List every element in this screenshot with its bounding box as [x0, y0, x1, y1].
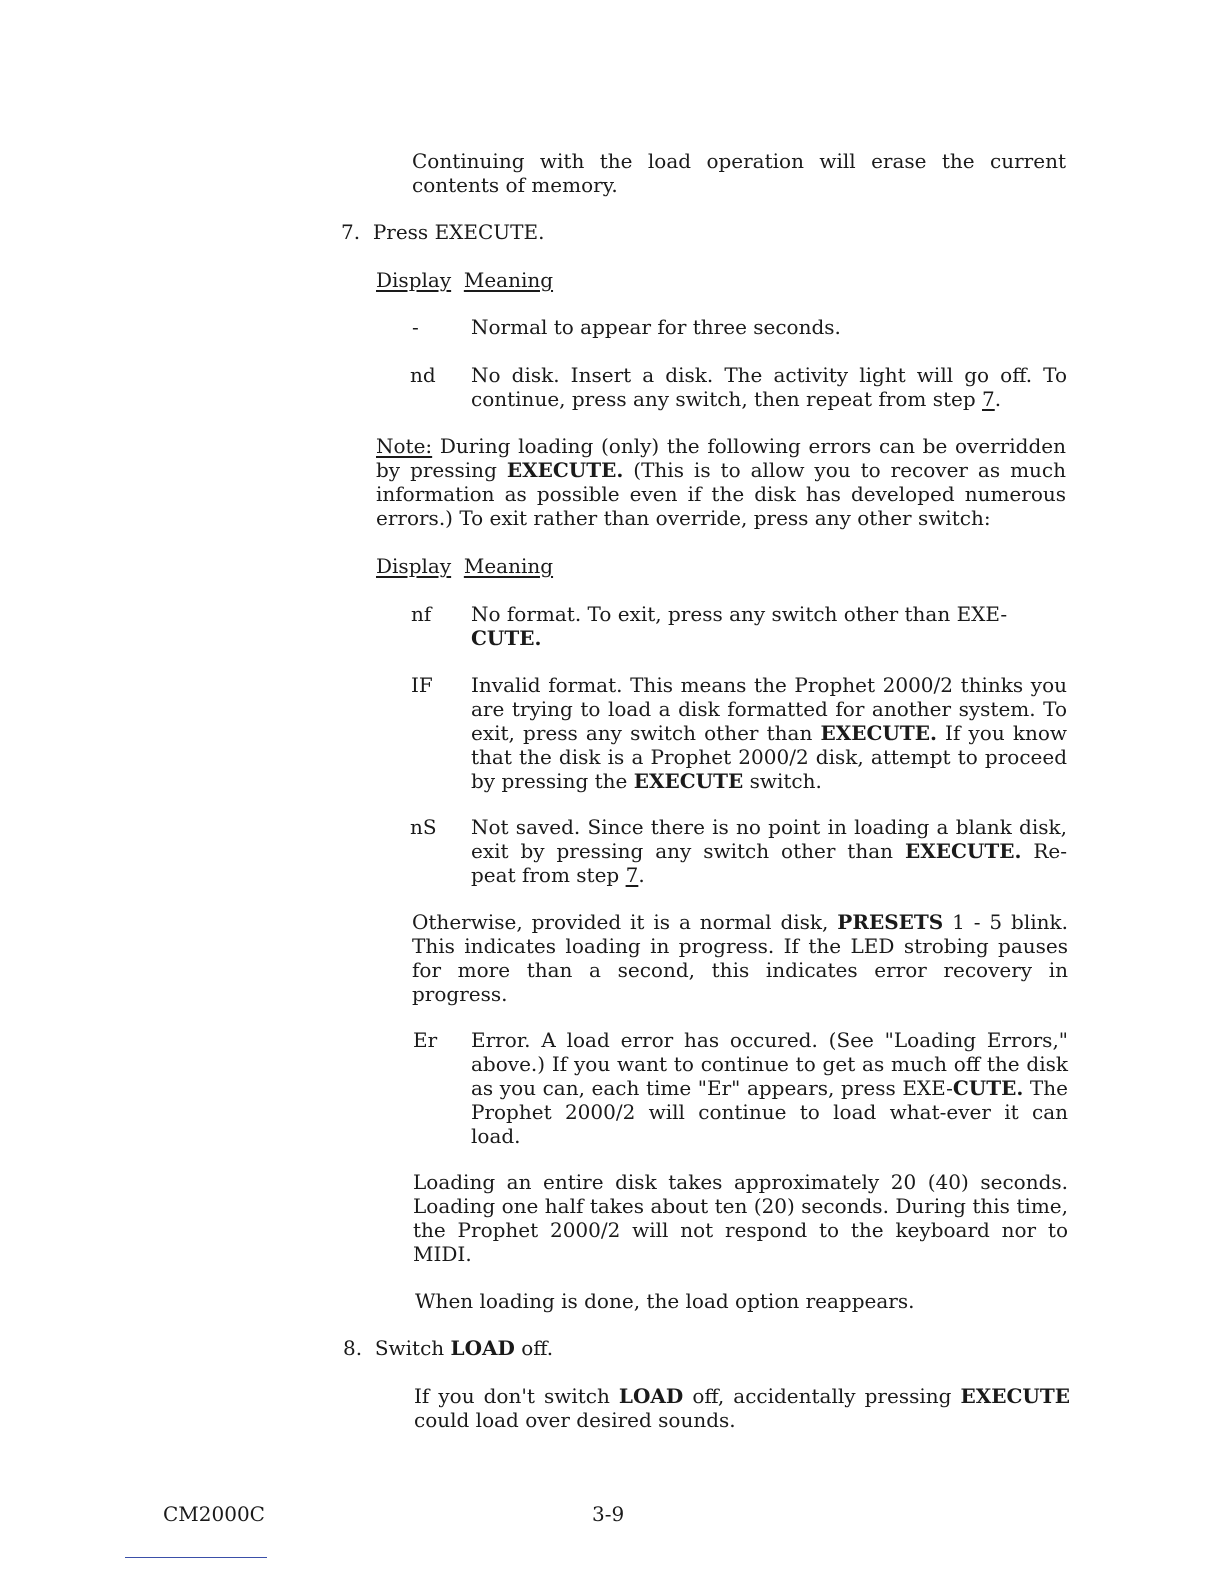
table-header: [376, 554, 676, 578]
step-text-command: EXECUTE.: [434, 220, 545, 244]
column-header-display: Display: [376, 554, 452, 578]
table-header: [376, 268, 676, 292]
display-code: nf: [411, 602, 432, 626]
note-command: EXECUTE.: [506, 458, 624, 482]
table-row: [0, 602, 1224, 650]
display-code: Er: [413, 1028, 438, 1052]
step-text: Press: [372, 220, 435, 244]
step-reference: 7: [982, 387, 995, 411]
document-id: CM2000C: [163, 1502, 265, 1526]
display-code: nS: [410, 815, 437, 839]
table-row: [0, 315, 1224, 339]
continue-paragraph: Continuing with the load operation will erase the current contents of memory.: [412, 149, 1066, 197]
table-row: [0, 673, 1224, 793]
table-row: [0, 363, 1224, 411]
step-8: 8. Switch LOAD off.: [343, 1336, 554, 1360]
otherwise-paragraph: Otherwise, provided it is a normal disk, PRESETS 1 - 5 blink. This indicates loading in progress. If the LED strobing pauses for more than a second, this indicates error recovery in progress.: [412, 910, 1069, 1006]
step-reference: 7: [625, 863, 639, 887]
column-header-meaning: Meaning: [463, 268, 554, 292]
display-code: IF: [411, 673, 433, 697]
column-header-meaning: Meaning: [463, 554, 554, 578]
load-label: LOAD: [450, 1336, 515, 1360]
loading-done-paragraph: When loading is done, the load option reappears.: [415, 1289, 915, 1313]
page-number: 3-9: [592, 1502, 625, 1526]
note-paragraph: Note: During loading (only) the following errors can be overridden by pressing EXECUTE. (This is to allow you to recover as much information as possible even if the disk has developed numerous errors.) To exit rather than override, press any other switch:: [376, 434, 1067, 530]
loading-time-paragraph: Loading an entire disk takes approximately 20 (40) seconds. Loading one half takes about ten (20) seconds. During this time, the Prophet 2000/2 will not respond to the keyboard nor to MIDI.: [413, 1170, 1068, 1266]
display-code: -: [412, 315, 419, 339]
meaning-text: No disk. Insert a disk. The activity light will go off. To continue, press any switch, then repeat from step 7.: [471, 363, 1067, 411]
meaning-text: No format. To exit, press any switch other than EXE- CUTE.: [471, 602, 1008, 650]
step-7: [341, 220, 1041, 244]
presets-label: PRESETS: [837, 910, 944, 934]
table-row: [0, 815, 1224, 887]
column-header-display: Display: [376, 268, 452, 292]
dont-switch-paragraph: If you don't switch LOAD off, accidentally pressing EXECUTE could load over desired sounds.: [414, 1384, 1070, 1432]
step-number: 8.: [343, 1336, 363, 1360]
footer-rule: [125, 1557, 267, 1558]
note-label: Note:: [376, 434, 433, 458]
meaning-text: Invalid format. This means the Prophet 2000/2 thinks you are trying to load a disk formatted for another system. To exit, press any switch other than EXECUTE. If you know that the disk is a Prophet 2000/2 disk, attempt to proceed by pressing the EXECUTE switch.: [471, 673, 1067, 793]
display-code: nd: [410, 363, 436, 387]
meaning-text: Normal to appear for three seconds.: [471, 315, 841, 339]
meaning-text: Error. A load error has occured. (See "Loading Errors," above.) If you want to continue to get as much off the disk as you can, each time "Er" appears, press EXE-CUTE. The Prophet 2000/2 will continue to load what-ever it can load.: [471, 1028, 1068, 1148]
table-row: [0, 1028, 1224, 1148]
step-number: 7.: [341, 220, 361, 244]
meaning-text: Not saved. Since there is no point in loading a blank disk, exit by pressing any switch other than EXECUTE. Re-peat from step 7.: [471, 815, 1067, 887]
